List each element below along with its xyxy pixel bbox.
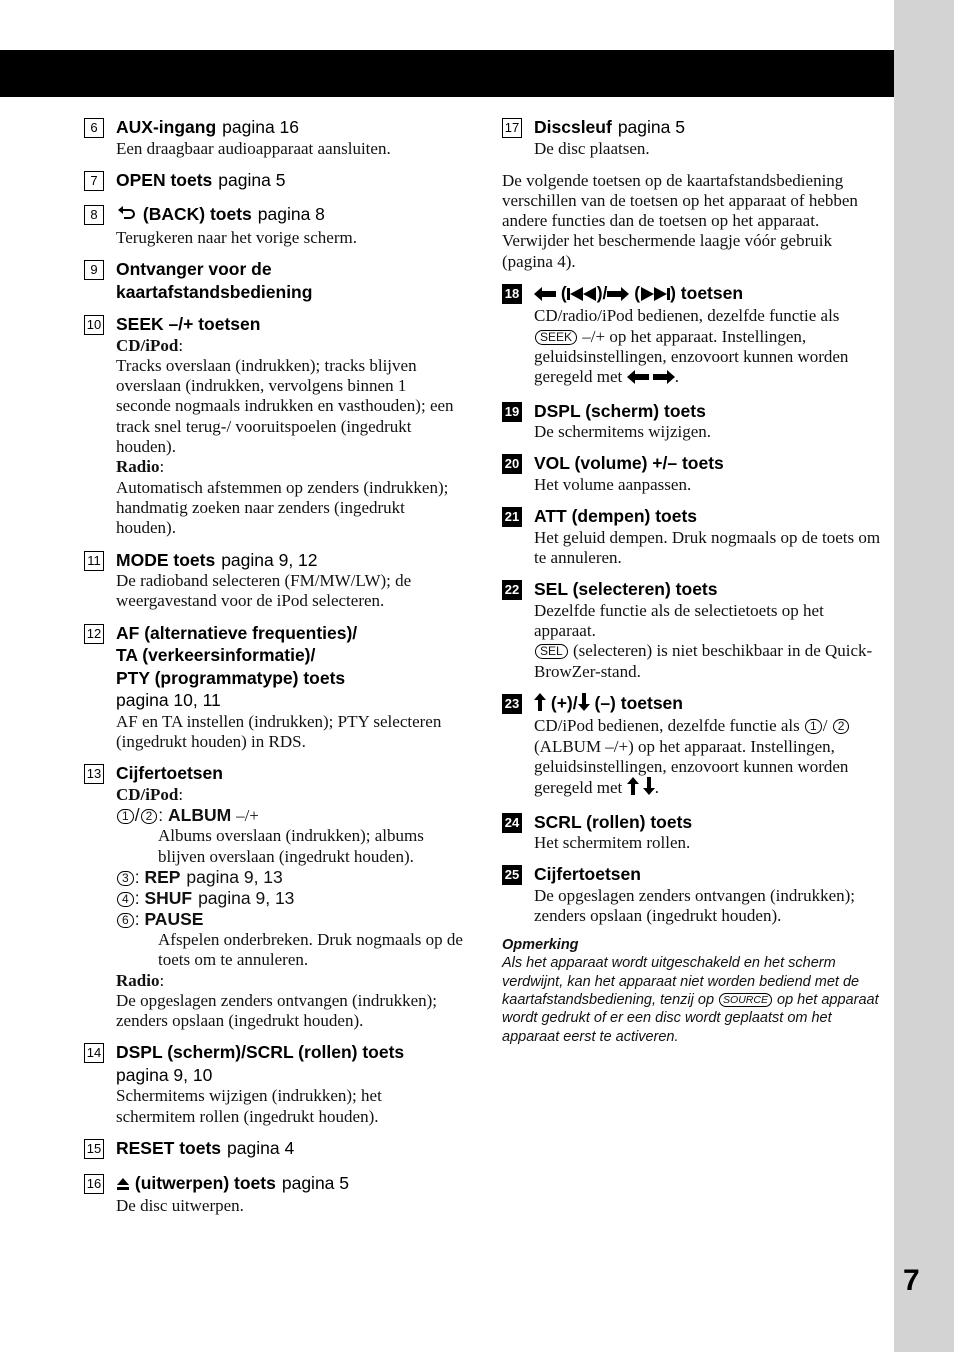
key-6: 6: [117, 913, 134, 928]
page-reference: pagina 4: [227, 1138, 295, 1159]
item-number: 7: [84, 171, 104, 191]
item-8: [84, 203, 464, 248]
key-1: 1: [117, 809, 134, 824]
item-17: [502, 116, 884, 159]
item-description: De radioband selecteren (FM/MW/LW); de weergavestand voor de iPod selecteren.: [116, 571, 412, 611]
item-description: Het volume aanpassen.: [534, 474, 692, 494]
item-title: ATT (dempen) toets: [534, 506, 698, 527]
left-arrow-icon: [534, 284, 556, 307]
item-title: MODE toets: [116, 549, 216, 570]
album-label: ALBUM: [168, 805, 232, 826]
item-title: SCRL (rollen) toets: [534, 811, 693, 832]
item-number: 6: [84, 118, 104, 138]
item-number: 17: [502, 118, 522, 138]
page-reference: pagina 8: [257, 204, 325, 225]
item-title: TA (verkeersinformatie)/: [116, 645, 316, 666]
item-description: Automatisch afstemmen op zenders (indrukken); handmatig zoeken naar zenders (ingedrukt houden).: [116, 477, 449, 538]
item-description: De disc plaatsen.: [534, 138, 650, 158]
rep-label: REP: [144, 866, 181, 887]
item-description: Terugkeren naar het vorige scherm.: [116, 227, 357, 247]
item-number: 16: [84, 1174, 104, 1194]
item-title: PTY (programmatype) toets: [116, 667, 346, 688]
item-description: De disc uitwerpen.: [116, 1196, 244, 1216]
item-number: 25: [502, 865, 522, 885]
key-3: 3: [117, 871, 134, 886]
item-number: 8: [84, 205, 104, 225]
item-title: OPEN toets: [116, 169, 213, 190]
page-reference: pagina 5: [281, 1172, 350, 1193]
item-number: 22: [502, 580, 522, 600]
item-21: [502, 505, 884, 568]
item-description: Tracks overslaan (indrukken); tracks blijven overslaan (indrukken, vervolgens binnen 1 seconde nogmaals indrukken en vasthouden); een track snel terug-/ vooruitspoelen (ingedrukt houden).: [116, 355, 454, 457]
page-reference: pagina 10, 11: [116, 690, 221, 711]
up-arrow-icon: [534, 693, 546, 717]
key-2: 2: [833, 719, 850, 734]
key-2: 2: [141, 809, 158, 824]
item-number: 10: [84, 315, 104, 335]
note-title: Opmerking: [502, 937, 579, 954]
item-20: [502, 452, 884, 495]
item-18: 18 ( )/ ( ) toetsen CD/radio/iPod bedienen, dezelfde functie als SEEK –/+ op het apparaat. Instellingen, geluidsinstellingen, enzovoort kunnen worden geregeld met .: [502, 282, 884, 390]
mode-label: Radio: [116, 457, 160, 477]
up-arrow-icon: [627, 777, 639, 800]
item-12: [84, 622, 464, 753]
item-number: 20: [502, 454, 522, 474]
item-number: 13: [84, 764, 104, 784]
page-reference: pagina 5: [218, 169, 286, 190]
item-description: Dezelfde functie als de selectietoets op het apparaat.: [534, 600, 824, 640]
item-title: (BACK) toets: [142, 204, 252, 225]
item-22: 22 SEL (selecteren) toets Dezelfde functie als de selectietoets op het apparaat. SEL (selecteren) is niet beschikbaar in de Quick-BrowZer-stand.: [502, 578, 884, 682]
item-number: 19: [502, 402, 522, 422]
item-number: 24: [502, 813, 522, 833]
item-description: De schermitems wijzigen.: [534, 422, 712, 441]
eject-icon: [116, 1174, 130, 1197]
side-tab: [894, 0, 954, 1352]
sel-key: SEL: [535, 644, 568, 659]
item-number: 21: [502, 507, 522, 527]
item-14: [84, 1041, 464, 1127]
item-7: [84, 169, 464, 192]
next-track-icon: [640, 284, 670, 307]
seek-key: SEEK: [535, 330, 577, 345]
item-description: Het schermitem rollen.: [534, 833, 691, 853]
item-16: [84, 1172, 464, 1217]
item-title: RESET toets: [116, 1138, 222, 1159]
item-title: AUX-ingang: [116, 117, 217, 137]
page-reference: pagina 9, 10: [116, 1064, 213, 1085]
item-number: 11: [84, 551, 104, 571]
page-reference: pagina 5: [617, 117, 685, 137]
source-key: SOURCE: [719, 993, 772, 1007]
item-description: Afspelen onderbreken. Druk nogmaals op de toets om te annuleren.: [158, 929, 463, 970]
right-column: [502, 116, 884, 1046]
header-bar: [0, 50, 894, 97]
item-description: Een draagbaar audioapparaat aansluiten.: [116, 138, 391, 158]
note-text: Als het apparaat wordt uitgeschakeld en het scherm verdwijnt, kan het apparaat niet worden bediend met de kaartafstandsbediening, tenzij op SOURCE op het apparaat wordt gedrukt of er een disc wordt geplaatst om het apparaat eerst te activeren.: [502, 955, 879, 1045]
item-25: [502, 863, 884, 926]
item-24: [502, 811, 884, 854]
mode-label: CD/iPod: [116, 784, 179, 804]
item-number: 23: [502, 694, 522, 714]
item-number: 12: [84, 624, 104, 644]
item-description: De opgeslagen zenders ontvangen (indrukken); zenders opslaan (ingedrukt houden).: [534, 885, 855, 926]
key-1: 1: [805, 719, 822, 734]
page-reference: pagina 16: [222, 117, 300, 137]
mode-label: CD/iPod: [116, 335, 179, 355]
item-title: Discsleuf: [534, 117, 612, 137]
item-description: De opgeslagen zenders ontvangen (indrukken); zenders opslaan (ingedrukt houden).: [116, 990, 437, 1031]
item-title: Cijfertoetsen: [534, 864, 641, 885]
item-23: 23 (+)/ (–) toetsen CD/iPod bedienen, dezelfde functie als 1 / 2 (ALBUM –/+) op het apparaat. Instellingen, geluidsinstellingen, enzovoort kunnen worden geregeld met .: [502, 692, 884, 801]
item-description: Het geluid dempen. Druk nogmaals op de toets om te annuleren.: [534, 527, 881, 567]
item-13: 13 Cijfertoetsen CD/iPod: 1 / 2 : ALBUM –/+ Albums overslaan (indrukken); albums blijven overslaan (ingedrukt houden). 3 : REP pagina 9, 13 4 : SHUF pagina 9, 13 6 : PAUSE Afspelen onderbreken. Druk nogmaals op de toets om te annuleren. Radio: De opgeslagen zenders ontvangen (indrukken); zenders opslaan (ingedrukt houden).: [84, 762, 464, 1031]
down-arrow-icon: [643, 777, 655, 800]
right-arrow-icon: [653, 369, 675, 389]
item-title: kaartafstandsbediening: [116, 281, 313, 302]
item-title: SEEK –/+ toetsen: [116, 314, 261, 335]
item-description: Schermitems wijzigen (indrukken); het schermitem rollen (ingedrukt houden).: [116, 1086, 382, 1126]
item-description: Albums overslaan (indrukken); albums blijven overslaan (ingedrukt houden).: [158, 826, 424, 866]
left-arrow-icon: [627, 369, 649, 389]
item-6: [84, 116, 464, 159]
page-reference: pagina 9, 12: [221, 549, 318, 570]
right-arrow-icon: [607, 284, 629, 307]
page-reference: pagina 9, 13: [198, 887, 295, 908]
item-19: [502, 400, 884, 443]
item-title: Ontvanger voor de: [116, 259, 272, 280]
item-title: DSPL (scherm)/SCRL (rollen) toets: [116, 1042, 405, 1063]
mode-label: Radio: [116, 970, 160, 990]
pause-label: PAUSE: [144, 908, 204, 929]
item-number: 18: [502, 284, 522, 304]
item-11: [84, 549, 464, 612]
item-number: 9: [84, 260, 104, 280]
item-10: 10 SEEK –/+ toetsen CD/iPod: Tracks overslaan (indrukken); tracks blijven overslaan (indrukken, vervolgens binnen 1 seconde nogmaals indrukken en vasthouden); een track snel terug-/ vooruitspoelen (ingedrukt houden). Radio: Automatisch afstemmen op zenders (indrukken); handmatig zoeken naar zenders (ingedrukt houden).: [84, 313, 464, 538]
item-title: SEL (selecteren) toets: [534, 579, 718, 600]
down-arrow-icon: [578, 693, 590, 717]
item-title: (uitwerpen) toets: [134, 1172, 276, 1193]
page-reference: pagina 9, 13: [186, 866, 283, 887]
previous-track-icon: [567, 284, 597, 307]
item-title: DSPL (scherm) toets: [534, 400, 706, 421]
item-title: VOL (volume) +/– toets: [534, 453, 724, 474]
left-column: [84, 116, 464, 1216]
item-title: Cijfertoetsen: [116, 763, 223, 784]
item-number: 15: [84, 1139, 104, 1159]
item-title: AF (alternatieve frequenties)/: [116, 622, 358, 643]
remote-intro-paragraph: De volgende toetsen op de kaartafstandsbediening verschillen van de toetsen op het apparaat of hebben andere functies dan de toetsen op het apparaat. Verwijder het beschermende laagje vóór gebruik (pagina 4).: [502, 170, 858, 271]
shuf-label: SHUF: [144, 887, 193, 908]
page-number: 7: [903, 1264, 920, 1297]
item-number: 14: [84, 1043, 104, 1063]
back-arrow-icon: [116, 205, 138, 228]
item-description: AF en TA instellen (indrukken); PTY selecteren (ingedrukt houden) in RDS.: [116, 711, 442, 751]
item-9: [84, 258, 464, 303]
item-15: [84, 1137, 464, 1160]
key-4: 4: [117, 892, 134, 907]
